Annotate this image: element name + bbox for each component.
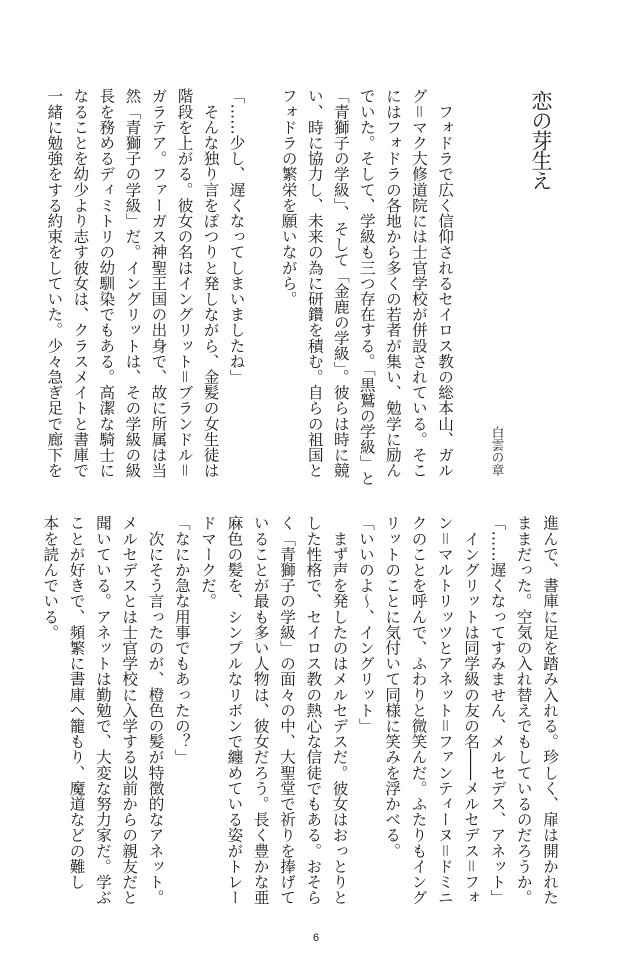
text-column: 聞いている。アネットは勤勉で、大変な努力家だ。学ぶ [93, 515, 112, 905]
text-column: ことが好きで、頻繁に書庫へ籠もり、魔道などの難し [67, 515, 86, 890]
text-column: そんな独り言をぽつりと発しながら、金髪の女生徒は [201, 88, 220, 478]
text-column: メルセデスとは士官学校に入学する以前からの親友だと [120, 515, 139, 905]
text-column: 次にそう言ったのが、橙色の髪が特徴的なアネット。 [146, 515, 165, 905]
text-column: フォドラの繁栄を願いながら。 [279, 88, 298, 307]
text-column: にはフォドラの各地から多くの若者が集い、勉学に励ん [383, 88, 402, 478]
text-column: 「いいのよ～、イングリット」 [356, 515, 375, 734]
text-column: 一緒に勉強をする約束をしていた。少々急ぎ足で廊下を [45, 88, 64, 478]
chapter-title: 恋の芽生え [529, 90, 553, 190]
text-column: 「……少し、遅くなってしまいましたね」 [227, 88, 246, 385]
text-column: ガラテア。ファーガス神聖王国の出身で、故に所属は当 [149, 88, 168, 478]
text-column: クのことを呼んで、ふわりと微笑んだ。ふたりもイング [409, 515, 428, 905]
text-column: 麻色の髪を、シンプルなリボンで纏めている姿がトレー [225, 515, 244, 905]
text-column: ままだった。空気の入れ替えでもしているのだろうか。 [514, 515, 533, 905]
text-column: ドマークだ。 [199, 515, 218, 609]
text-column: なることを幼少より志す彼女は、クラスメイトと書庫で [71, 88, 90, 478]
text-column: 「……遅くなってすみません、メルセデス、アネット」 [488, 515, 507, 905]
text-column: 然「青獅子の学級」だ。イングリットは、その学級の級 [123, 88, 142, 478]
text-column: い、時に協力し、未来の為に研鑽を積む。自らの祖国と [305, 88, 324, 478]
text-column: でいた。そして、学級も三つ存在する。「黒鷲の学級」と [357, 88, 376, 486]
chapter-subtitle: 白雲の章 [490, 426, 505, 476]
text-column: 「なにか急な用事でもあったの？」 [172, 515, 191, 765]
text-column: 「青獅子の学級」、そして「金鹿の学級」。彼らは時に競 [331, 88, 350, 478]
text-column: 本を読んでいる。 [41, 515, 60, 640]
text-column: く「青獅子の学級」の面々の中、大聖堂で祈りを捧げて [278, 515, 296, 905]
text-column: フォドラで広く信仰されるセイロス教の総本山、ガル [436, 88, 454, 478]
page-number: 6 [313, 932, 320, 944]
text-column: イングリットは同学級の友の名――メルセデス＝フォ [462, 515, 481, 905]
text-column: まず声を発したのはメルセデスだ。彼女はおっとりと [330, 515, 349, 905]
text-column: リットのことに気付いて同様に笑みを浮かべる。 [383, 515, 402, 859]
text-column: ン＝マルトリッツとアネット＝ファンティーヌ＝ドミニ [435, 515, 454, 905]
text-column: 階段を上がる。彼女の名はイングリット＝ブランドル＝ [175, 88, 194, 478]
text-column: した性格で、セイロス教の熱心な信徒でもある。おそら [304, 515, 323, 905]
text-column: 長を務めるディミトリの幼馴染でもある。高潔な騎士に [97, 88, 116, 478]
text-column: グ＝マク大修道院には士官学校が併設されている。そこ [409, 88, 428, 478]
text-column: いることが最も多い人物は、彼女だろう。長く豊かな亜 [251, 515, 270, 905]
text-column: 進んで、書庫に足を踏み入れる。珍しく、扉は開かれた [541, 515, 559, 905]
